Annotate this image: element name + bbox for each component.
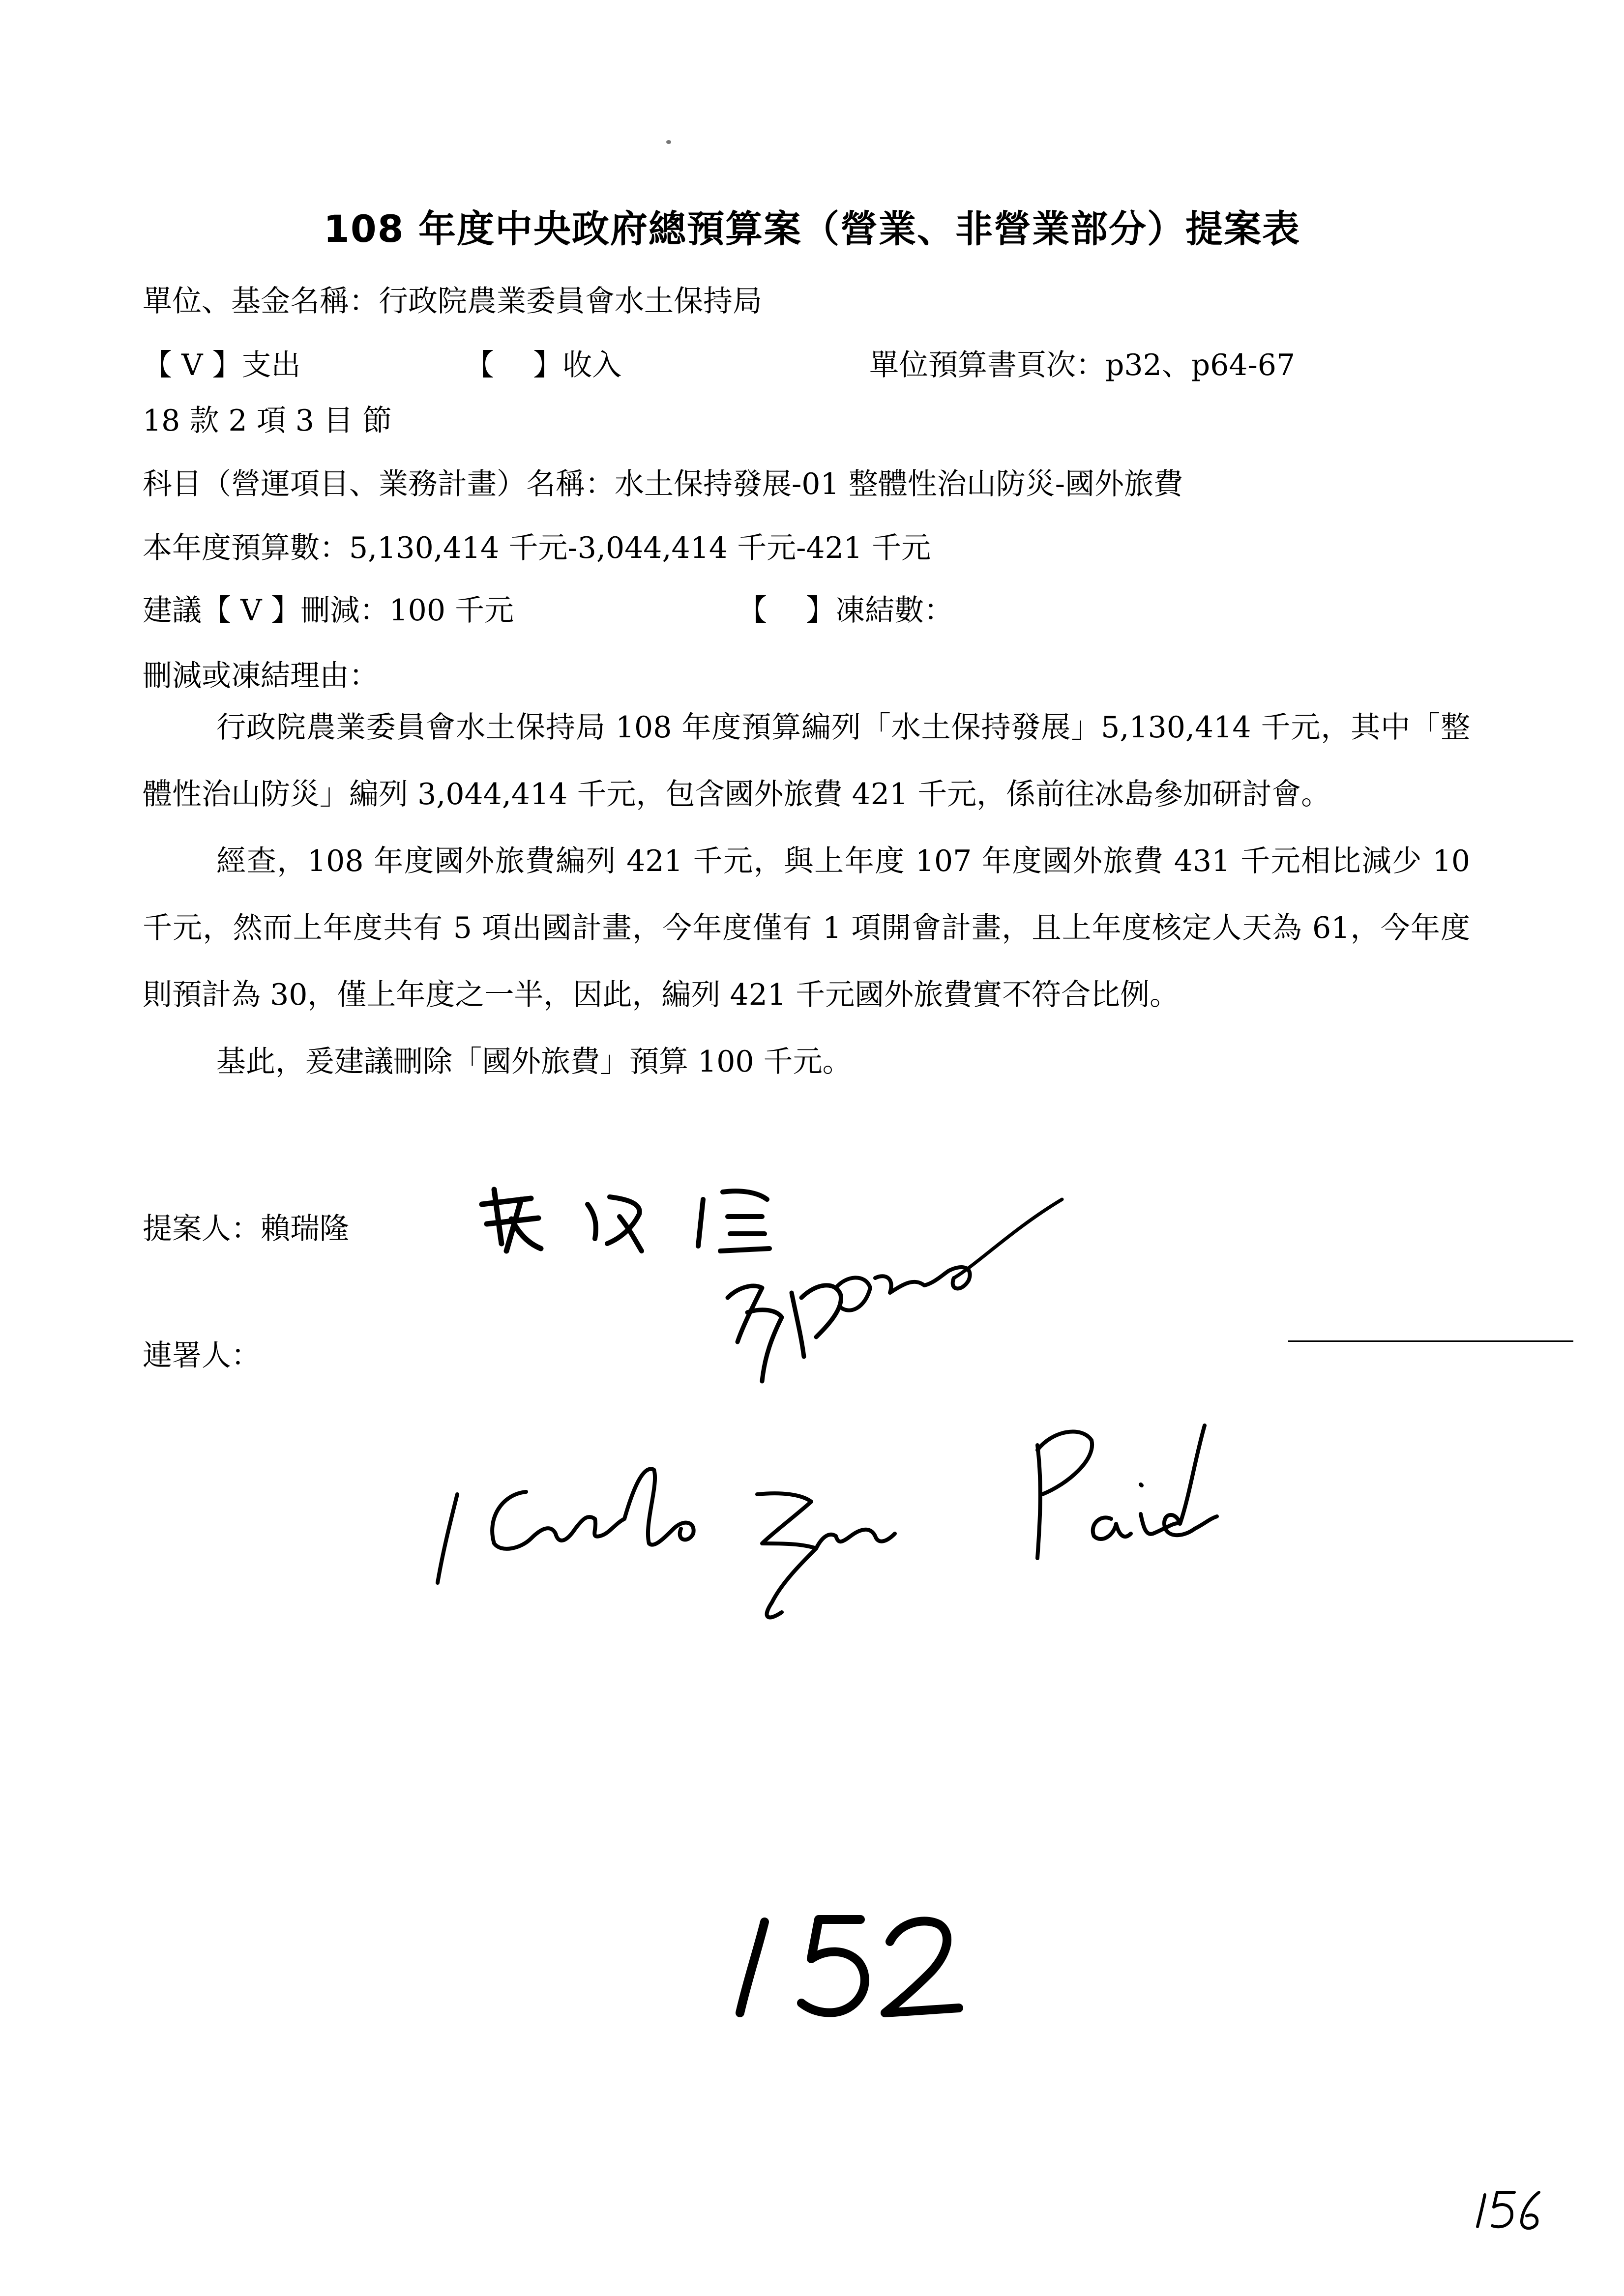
freeze-label: 【 】凍結數： bbox=[738, 593, 954, 628]
cosigner-signature bbox=[718, 1190, 1072, 1416]
income-checkbox-label: 【 】收入 bbox=[465, 348, 622, 382]
expense-checkbox-label: 【 V 】支出 bbox=[143, 348, 301, 382]
section-item-line: 18 款 2 項 3 目 節 bbox=[143, 404, 392, 438]
unit-fund-name: 單位、基金名稱：行政院農業委員會水土保持局 bbox=[143, 284, 762, 319]
subject-name: 科目（營運項目、業務計畫）名稱：水土保持發展-01 整體性治山防災-國外旅費 bbox=[143, 467, 1183, 501]
page-number bbox=[1475, 2187, 1544, 2232]
proposer-label: 提案人：賴瑞隆 bbox=[143, 1212, 349, 1246]
budget-amount: 本年度預算數：5,130,414 千元-3,044,414 千元-421 千元 bbox=[143, 531, 931, 565]
reason-paragraph: 行政院農業委員會水土保持局 108 年度預算編列「水土保持發展」5,130,414 千元，其中「整體性治山防災」編列 3,044,414 千元，包含國外旅費 421 千元，係前往冰島參加研討會。 bbox=[143, 710, 1470, 812]
cosigner-label: 連署人： bbox=[143, 1338, 261, 1373]
reason-heading: 刪減或凍結理由： bbox=[143, 659, 379, 693]
handwritten-number bbox=[728, 1907, 983, 2025]
reason-paragraph: 經查，108 年度國外旅費編列 421 千元，與上年度 107 年度國外旅費 431 千元相比減少 10 千元，然而上年度共有 5 項出國計畫，今年度僅有 1 項開會計畫，且上年度核定人天為 61，今年度則預計為 30，僅上年度之一半，因此，編列 421 千元國外旅費實不符合比例。 bbox=[143, 844, 1470, 1012]
scan-speck bbox=[666, 140, 671, 144]
cosigner-signature bbox=[428, 1396, 1362, 1632]
reason-body bbox=[143, 694, 1470, 1095]
reason-paragraph: 基此，爰建議刪除「國外旅費」預算 100 千元。 bbox=[216, 1045, 852, 1079]
suggest-cut-label: 建議【 V 】刪減：100 千元 bbox=[143, 593, 514, 628]
budget-book-pages: 單位預算書頁次：p32、p64-67 bbox=[869, 348, 1296, 382]
signature-line bbox=[1288, 1340, 1573, 1342]
document-title: 108 年度中央政府總預算案（營業、非營業部分）提案表 bbox=[323, 207, 1301, 251]
